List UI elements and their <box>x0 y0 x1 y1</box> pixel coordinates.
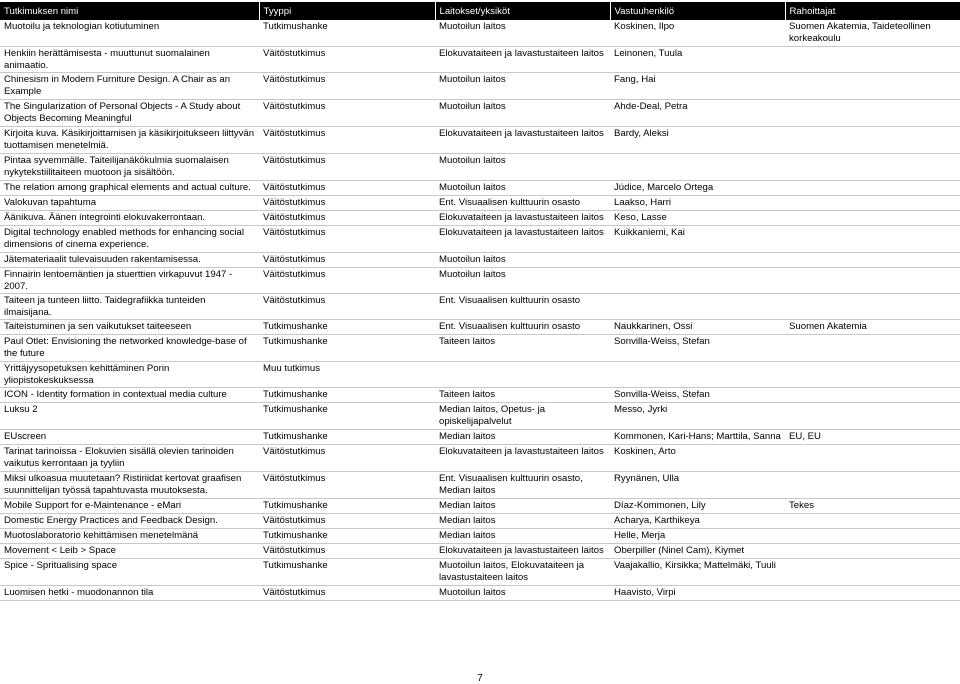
cell-type: Väitöstutkimus <box>259 73 435 100</box>
table-row <box>0 47 960 73</box>
cell-funders <box>785 73 960 100</box>
cell-type: Tutkimushanke <box>259 430 435 445</box>
cell-departments: Elokuvataiteen ja lavastustaiteen laitos <box>435 226 610 253</box>
table-row <box>0 499 960 514</box>
cell-funders <box>785 362 960 388</box>
cell-research-name: Taiteen ja tunteen liitto. Taidegrafiikka tunteiden ilmaisijana. <box>0 294 259 320</box>
header-research-name: Tutkimuksen nimi <box>0 2 259 20</box>
cell-funders <box>785 294 960 320</box>
table-row <box>0 226 960 253</box>
cell-departments: Elokuvataiteen ja lavastustaiteen laitos <box>435 211 610 226</box>
table-row <box>0 403 960 430</box>
cell-departments: Muotoilun laitos <box>435 73 610 100</box>
table-row <box>0 73 960 100</box>
header-funders: Rahoittajat <box>785 2 960 20</box>
cell-responsible-person: Sonvilla-Weiss, Stefan <box>610 335 785 362</box>
cell-departments: Muotoilun laitos <box>435 268 610 294</box>
cell-departments: Median laitos <box>435 430 610 445</box>
cell-funders <box>785 154 960 181</box>
cell-responsible-person: Naukkarinen, Ossi <box>610 320 785 335</box>
cell-research-name: Muotoilu ja teknologian kotiutuminen <box>0 20 259 47</box>
cell-type: Väitöstutkimus <box>259 226 435 253</box>
cell-responsible-person: Júdice, Marcelo Ortega <box>610 181 785 196</box>
cell-research-name: Movement < Leib > Space <box>0 544 259 559</box>
cell-responsible-person: Helle, Merja <box>610 529 785 544</box>
cell-type: Muu tutkimus <box>259 362 435 388</box>
cell-research-name: Valokuvan tapahtuma <box>0 196 259 211</box>
cell-research-name: The relation among graphical elements and actual culture. <box>0 181 259 196</box>
cell-responsible-person: Haavisto, Virpi <box>610 586 785 601</box>
header-responsible-person: Vastuuhenkilö <box>610 2 785 20</box>
cell-responsible-person: Kuikkaniemi, Kai <box>610 226 785 253</box>
cell-responsible-person: Messo, Jyrki <box>610 403 785 430</box>
cell-departments: Taiteen laitos <box>435 335 610 362</box>
cell-type: Tutkimushanke <box>259 499 435 514</box>
cell-type: Tutkimushanke <box>259 403 435 430</box>
cell-departments: Median laitos, Opetus- ja opiskelijapalvelut <box>435 403 610 430</box>
cell-research-name: Luksu 2 <box>0 403 259 430</box>
cell-departments: Elokuvataiteen ja lavastustaiteen laitos <box>435 544 610 559</box>
table-row <box>0 196 960 211</box>
cell-responsible-person: Acharya, Karthikeya <box>610 514 785 529</box>
cell-type: Tutkimushanke <box>259 559 435 586</box>
cell-type: Väitöstutkimus <box>259 514 435 529</box>
cell-type: Väitöstutkimus <box>259 154 435 181</box>
cell-funders <box>785 253 960 268</box>
table-row <box>0 268 960 294</box>
cell-type: Väitöstutkimus <box>259 211 435 226</box>
cell-responsible-person: Ahde-Deal, Petra <box>610 100 785 127</box>
cell-funders <box>785 445 960 472</box>
cell-type: Väitöstutkimus <box>259 181 435 196</box>
cell-funders <box>785 268 960 294</box>
cell-responsible-person: Ryynänen, Ulla <box>610 472 785 499</box>
table-header-row <box>0 2 960 20</box>
cell-research-name: Miksi ulkoasua muutetaan? Ristiriidat kertovat graafisen suunnittelijan työssä tapahtuvasta muutoksesta. <box>0 472 259 499</box>
cell-type: Väitöstutkimus <box>259 544 435 559</box>
cell-funders: Tekes <box>785 499 960 514</box>
table-row <box>0 320 960 335</box>
cell-funders <box>785 335 960 362</box>
cell-departments: Ent. Visuaalisen kulttuurin osasto, Median laitos <box>435 472 610 499</box>
cell-type: Tutkimushanke <box>259 529 435 544</box>
cell-departments: Elokuvataiteen ja lavastustaiteen laitos <box>435 445 610 472</box>
cell-type: Väitöstutkimus <box>259 100 435 127</box>
cell-research-name: Domestic Energy Practices and Feedback Design. <box>0 514 259 529</box>
cell-responsible-person: Vaajakallio, Kirsikka; Mattelmäki, Tuuli <box>610 559 785 586</box>
cell-funders <box>785 472 960 499</box>
table-row <box>0 472 960 499</box>
cell-funders <box>785 100 960 127</box>
cell-departments: Ent. Visuaalisen kulttuurin osasto <box>435 294 610 320</box>
cell-type: Väitöstutkimus <box>259 127 435 154</box>
cell-research-name: Spice - Spritualising space <box>0 559 259 586</box>
cell-funders <box>785 127 960 154</box>
cell-research-name: Mobile Support for e-Maintenance - eMari <box>0 499 259 514</box>
cell-responsible-person: Díaz-Kommonen, Lily <box>610 499 785 514</box>
cell-type: Väitöstutkimus <box>259 47 435 73</box>
cell-research-name: The Singularization of Personal Objects - A Study about Objects Becoming Meaningful <box>0 100 259 127</box>
table-row <box>0 430 960 445</box>
cell-departments: Muotoilun laitos, Elokuvataiteen ja lavastustaiteen laitos <box>435 559 610 586</box>
cell-research-name: Äänikuva. Äänen integrointi elokuvakerrontaan. <box>0 211 259 226</box>
page-number: 7 <box>477 673 483 684</box>
cell-responsible-person: Sonvilla-Weiss, Stefan <box>610 388 785 403</box>
table-row <box>0 181 960 196</box>
cell-responsible-person <box>610 362 785 388</box>
cell-departments: Muotoilun laitos <box>435 181 610 196</box>
cell-research-name: Tarinat tarinoissa - Elokuvien sisällä olevien tarinoiden vaikutus kerrontaan ja tyyliin <box>0 445 259 472</box>
cell-type: Väitöstutkimus <box>259 268 435 294</box>
cell-funders <box>785 403 960 430</box>
cell-research-name: Kirjoita kuva. Käsikirjoittamisen ja käsikirjoitukseen liittyvän tuottamisen menetelmiä. <box>0 127 259 154</box>
table-row <box>0 253 960 268</box>
cell-research-name: Yrittäjyysopetuksen kehittäminen Porin yliopistokeskuksessa <box>0 362 259 388</box>
cell-funders: Suomen Akatemia <box>785 320 960 335</box>
table-row <box>0 586 960 601</box>
cell-departments: Median laitos <box>435 514 610 529</box>
cell-funders <box>785 226 960 253</box>
cell-responsible-person: Koskinen, Ilpo <box>610 20 785 47</box>
cell-funders <box>785 388 960 403</box>
cell-research-name: Luomisen hetki - muodonannon tila <box>0 586 259 601</box>
table-row <box>0 335 960 362</box>
header-departments: Laitokset/yksiköt <box>435 2 610 20</box>
research-table <box>0 2 960 601</box>
cell-responsible-person: Kommonen, Kari-Hans; Marttila, Sanna <box>610 430 785 445</box>
table-row <box>0 294 960 320</box>
cell-departments <box>435 362 610 388</box>
cell-research-name: Henkiin herättämisesta - muuttunut suomalainen animaatio. <box>0 47 259 73</box>
cell-responsible-person <box>610 253 785 268</box>
table-row <box>0 514 960 529</box>
table-row <box>0 388 960 403</box>
cell-responsible-person: Oberpiller (Ninel Cam), Kiymet <box>610 544 785 559</box>
header-type: Tyyppi <box>259 2 435 20</box>
cell-departments: Muotoilun laitos <box>435 253 610 268</box>
cell-research-name: Pintaa syvemmälle. Taiteilijanäkökulmia suomalaisen nykytekstiilitaiteen muotoon ja sisältöön. <box>0 154 259 181</box>
cell-research-name: Finnairin lentoemäntien ja stuerttien virkapuvut 1947 - 2007. <box>0 268 259 294</box>
cell-departments: Muotoilun laitos <box>435 100 610 127</box>
cell-type: Väitöstutkimus <box>259 294 435 320</box>
table-row <box>0 154 960 181</box>
cell-responsible-person: Keso, Lasse <box>610 211 785 226</box>
cell-funders <box>785 529 960 544</box>
cell-departments: Median laitos <box>435 529 610 544</box>
table-row <box>0 20 960 47</box>
cell-type: Väitöstutkimus <box>259 472 435 499</box>
cell-type: Tutkimushanke <box>259 320 435 335</box>
table-row <box>0 544 960 559</box>
table-row <box>0 445 960 472</box>
cell-research-name: Taiteistuminen ja sen vaikutukset taiteeseen <box>0 320 259 335</box>
cell-type: Väitöstutkimus <box>259 586 435 601</box>
cell-type: Väitöstutkimus <box>259 445 435 472</box>
table-row <box>0 529 960 544</box>
cell-departments: Taiteen laitos <box>435 388 610 403</box>
cell-funders <box>785 514 960 529</box>
table-row <box>0 362 960 388</box>
cell-research-name: Muotoslaboratorio kehittämisen menetelmänä <box>0 529 259 544</box>
cell-responsible-person: Leinonen, Tuula <box>610 47 785 73</box>
cell-departments: Elokuvataiteen ja lavastustaiteen laitos <box>435 47 610 73</box>
cell-research-name: EUscreen <box>0 430 259 445</box>
cell-research-name: Digital technology enabled methods for enhancing social dimensions of cinema experience. <box>0 226 259 253</box>
cell-responsible-person: Fang, Hai <box>610 73 785 100</box>
cell-departments: Muotoilun laitos <box>435 154 610 181</box>
cell-departments: Median laitos <box>435 499 610 514</box>
cell-departments: Muotoilun laitos <box>435 586 610 601</box>
cell-responsible-person: Laakso, Harri <box>610 196 785 211</box>
cell-departments: Ent. Visuaalisen kulttuurin osasto <box>435 196 610 211</box>
cell-research-name: Jätemateriaalit tulevaisuuden rakentamisessa. <box>0 253 259 268</box>
cell-departments: Ent. Visuaalisen kulttuurin osasto <box>435 320 610 335</box>
cell-research-name: Paul Otlet: Envisioning the networked knowledge-base of the future <box>0 335 259 362</box>
table-row <box>0 211 960 226</box>
cell-funders: Suomen Akatemia, Taideteollinen korkeakoulu <box>785 20 960 47</box>
table-row <box>0 100 960 127</box>
cell-funders <box>785 586 960 601</box>
cell-responsible-person <box>610 154 785 181</box>
cell-funders: EU, EU <box>785 430 960 445</box>
cell-funders <box>785 559 960 586</box>
cell-research-name: Chinesism in Modern Furniture Design. A Chair as an Example <box>0 73 259 100</box>
table-row <box>0 559 960 586</box>
cell-funders <box>785 181 960 196</box>
cell-departments: Muotoilun laitos <box>435 20 610 47</box>
cell-research-name: ICON - Identity formation in contextual media culture <box>0 388 259 403</box>
cell-funders <box>785 47 960 73</box>
cell-responsible-person: Bardy, Aleksi <box>610 127 785 154</box>
cell-funders <box>785 544 960 559</box>
cell-funders <box>785 196 960 211</box>
cell-type: Tutkimushanke <box>259 20 435 47</box>
cell-type: Tutkimushanke <box>259 335 435 362</box>
cell-funders <box>785 211 960 226</box>
cell-departments: Elokuvataiteen ja lavastustaiteen laitos <box>435 127 610 154</box>
table-row <box>0 127 960 154</box>
cell-responsible-person <box>610 294 785 320</box>
cell-type: Väitöstutkimus <box>259 196 435 211</box>
cell-responsible-person <box>610 268 785 294</box>
cell-responsible-person: Koskinen, Arto <box>610 445 785 472</box>
cell-type: Tutkimushanke <box>259 388 435 403</box>
cell-type: Väitöstutkimus <box>259 253 435 268</box>
